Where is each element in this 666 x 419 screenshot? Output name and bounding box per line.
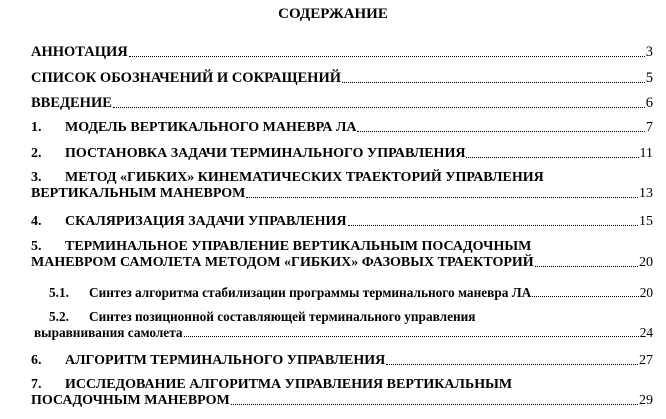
toc-entry-text: Синтез алгоритма стабилизации программы терминального маневра ЛА xyxy=(89,285,532,300)
toc-entry-number: 6. xyxy=(31,353,42,368)
toc-entry-number: 7. xyxy=(31,377,42,392)
toc-page-number: 6 xyxy=(645,95,653,111)
toc-entry-text: ПОСТАНОВКА ЗАДАЧИ ТЕРМИНАЛЬНОГО УПРАВЛЕНИЯ xyxy=(65,146,466,161)
toc-entry-text-continued: МАНЕВРОМ САМОЛЕТА МЕТОДОМ «ГИБКИХ» ФАЗОВЫХ ТРАЕКТОРИЙ xyxy=(31,255,534,270)
toc-entry-text-continued: ПОСАДОЧНЫМ МАНЕВРОМ xyxy=(31,393,230,408)
toc-entry-number: 1. xyxy=(31,120,42,135)
toc-leader-dots xyxy=(357,131,645,132)
toc-entry-chapter-1[interactable] xyxy=(31,120,653,136)
toc-entry-chapter-6[interactable] xyxy=(31,353,653,369)
toc-entry-text-continued: ВЕРТИКАЛЬНЫМ МАНЕВРОМ xyxy=(31,186,246,201)
toc-entry-text: МОДЕЛЬ ВЕРТИКАЛЬНОГО МАНЕВРА ЛА xyxy=(65,120,357,135)
toc-entry-number: 5.1. xyxy=(49,285,69,300)
toc-leader-dots xyxy=(246,197,638,198)
toc-entry-chapter-3[interactable] xyxy=(31,170,653,202)
toc-page-number: 20 xyxy=(639,285,653,300)
toc-entry-section-5-1[interactable] xyxy=(49,285,653,301)
toc-leader-dots xyxy=(113,107,645,108)
toc-leader-dots xyxy=(532,296,638,297)
toc-entry-chapter-2[interactable] xyxy=(31,146,653,162)
toc-entry-number: 5. xyxy=(31,239,42,254)
toc-entry-text: Синтез позиционной составляющей терминального управления xyxy=(89,309,476,324)
toc-entry-number: 3. xyxy=(31,170,42,185)
toc-entry-text: СКАЛЯРИЗАЦИЯ ЗАДАЧИ УПРАВЛЕНИЯ xyxy=(65,214,347,229)
toc-leader-dots xyxy=(342,82,645,83)
toc-entry-text-continued: выравнивания самолета xyxy=(34,325,183,340)
toc-leader-dots xyxy=(348,225,638,226)
toc-entry-text: ИССЛЕДОВАНИЕ АЛГОРИТМА УПРАВЛЕНИЯ ВЕРТИКАЛЬНЫМ xyxy=(65,377,513,392)
toc-leader-dots xyxy=(535,266,638,267)
toc-entry-text: ВВЕДЕНИЕ xyxy=(31,95,112,111)
toc-entry-chapter-5[interactable] xyxy=(31,239,653,271)
toc-entry-number: 2. xyxy=(31,146,42,161)
toc-page-number: 20 xyxy=(639,255,653,270)
page-title: СОДЕРЖАНИЕ xyxy=(278,6,388,22)
toc-page-number: 3 xyxy=(645,44,653,60)
toc-page-number: 29 xyxy=(639,393,653,408)
toc-leader-dots xyxy=(231,404,638,405)
toc-page-number: 11 xyxy=(639,146,653,161)
toc-page-number: 24 xyxy=(639,325,653,340)
toc-page-number: 13 xyxy=(639,186,653,201)
toc-entry-text: АЛГОРИТМ ТЕРМИНАЛЬНОГО УПРАВЛЕНИЯ xyxy=(65,353,386,368)
toc-entry-abbreviations[interactable] xyxy=(31,70,653,87)
toc-leader-dots xyxy=(386,364,638,365)
toc-entry-chapter-7[interactable] xyxy=(31,377,653,409)
toc-entry-text: СПИСОК ОБОЗНАЧЕНИЙ И СОКРАЩЕНИЙ xyxy=(31,70,342,86)
toc-entry-number: 4. xyxy=(31,214,42,229)
toc-page-number: 27 xyxy=(639,353,653,368)
toc-entry-text: МЕТОД «ГИБКИХ» КИНЕМАТИЧЕСКИХ ТРАЕКТОРИЙ УПРАВЛЕНИЯ xyxy=(65,170,544,185)
toc-entry-number: 5.2. xyxy=(49,309,69,324)
toc-page-number: 15 xyxy=(639,214,653,229)
toc-entry-introduction[interactable] xyxy=(31,95,653,112)
toc-entry-text: ТЕРМИНАЛЬНОЕ УПРАВЛЕНИЕ ВЕРТИКАЛЬНЫМ ПОСАДОЧНЫМ xyxy=(65,239,532,254)
toc-page-number: 7 xyxy=(646,120,653,135)
toc-leader-dots xyxy=(184,336,639,337)
toc-entry-section-5-2[interactable] xyxy=(34,309,653,341)
toc-page-number: 5 xyxy=(645,70,653,86)
toc-leader-dots xyxy=(466,157,638,158)
toc-entry-annotation[interactable] xyxy=(31,44,653,61)
toc-leader-dots xyxy=(129,56,645,57)
toc-entry-chapter-4[interactable] xyxy=(31,214,653,230)
toc-entry-text: АННОТАЦИЯ xyxy=(31,44,128,60)
